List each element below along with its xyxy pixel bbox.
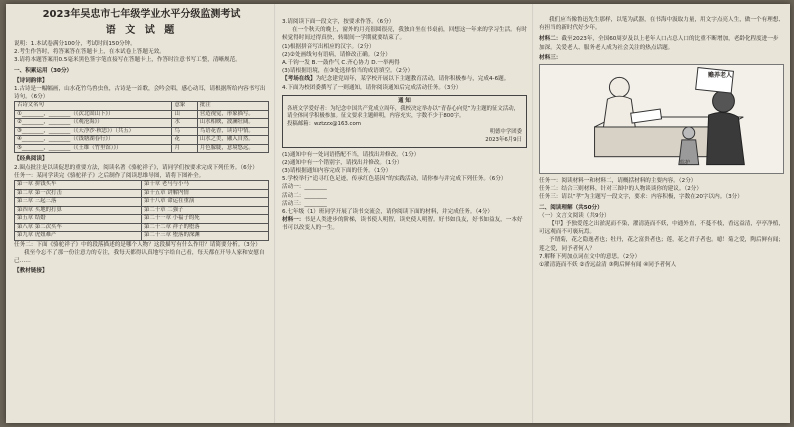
table-cell: 鸟 (172, 127, 197, 136)
material-text: 截至2023年，全国60周岁及以上老年人口占总人口的比重不断增加，老龄化程度进一步加深。关爱老人、服务老人成为社会关注的热点话题。 (539, 36, 779, 51)
task-text: 任务二：下面《骆驼祥子》中的段落描述的是哪个人物？这段描写有什么作用？请简要分析。（3分） (14, 241, 261, 248)
intro-text: 为纪念建党周年，某学校开展以下主题教育活动，请你积极参与，完成4-6题。 (315, 76, 510, 83)
subsection-heading: （一）文言文阅读（共9分） (539, 212, 610, 219)
paper-fold (532, 4, 534, 423)
table-cell: 山水之美，融入自然。 (197, 136, 268, 145)
table-cell: ③________，________（《天净沙·秋思》）（共五） (15, 127, 172, 136)
table-cell: 山水相映，波澜壮阔。 (197, 119, 268, 128)
material-label: 材料二： (539, 36, 562, 43)
table-cell: 第二十一章 小福子的死 (142, 215, 269, 224)
column-right (539, 4, 784, 423)
table-cell: 第八章 第二次买车 (15, 223, 142, 232)
notice-date: 2023年6月9日 (485, 136, 522, 143)
table-cell: 第十章 老马与小马 (142, 181, 269, 190)
table-cell: 第十八章 命运在重演 (142, 198, 269, 207)
table-cell: ④________，________（《钱塘湖春行》） (15, 136, 172, 145)
sub-item: (2)②处画线句有语病，请修改正确。（2分） (282, 51, 391, 58)
question-text: 4.下面为校团委撰写了一则通知，请你阅读通知后完成活动任务。（3分） (282, 84, 462, 91)
notice-body: 各班文学爱好者：为纪念中国共产党成立周年，我校决定举办以“青春心向党”为主题的征文活动，请全体同学积极参加。征文要求主题鲜明，内容充实，字数不少于800字。 (287, 105, 519, 120)
sub-item: (1)根据拼音写出相应的汉字。（2分） (282, 43, 375, 50)
instruction-line: 说明：1.本试卷满分100分，考试时间150分钟。 (14, 41, 136, 47)
table-row (15, 127, 269, 136)
table-header: 意象 (172, 102, 197, 111)
sub-item: (2)通知中有一个错别字，请找出并修改。（1分） (282, 159, 403, 166)
table-cell: 第一章 拼钱买车 (15, 181, 142, 190)
poetry-table (14, 101, 269, 153)
table-cell: 第十五章 讲解内情 (142, 189, 269, 198)
table-cell: ②________，________（《观沧海》） (15, 119, 172, 128)
table-row (15, 206, 269, 215)
column-middle (282, 4, 527, 423)
notice-heading: 通 知 (398, 97, 411, 104)
notice-contact: 投稿邮箱：wztzzx@163.com (287, 121, 362, 128)
paragraph-text: 我们应当像鲁迅先生那样，以笔为武器，在书海中汲取力量，用文字点亮人生，做一个有理想、有担当的新时代好少年。 (539, 17, 784, 32)
question-text: 6.七年级（1）班同学开展了读书交流会，请你阅读下面的材料，并完成任务。（4分） (282, 209, 494, 216)
table-cell: 第五章 结婚 (15, 215, 142, 224)
table-cell: 鸟语花香，读诗中情。 (197, 127, 268, 136)
table-cell: 第二十三章 堕落的深渊 (142, 232, 269, 241)
subsection-heading: 【考场在线】 (282, 76, 316, 83)
subsection-heading: 【诗词韵律】 (14, 77, 48, 84)
table-cell: ①________，________（《次北固山下》） (15, 110, 172, 119)
instruction-line: 2.考生作答时，将答案答在答题卡上，在本试卷上答题无效。 (14, 49, 165, 56)
table-cell: 第四章 买地的打算 (15, 206, 142, 215)
classical-text: 予谓菊，花之隐逸者也；牡丹，花之富贵者也；莲，花之君子者也。噫！菊之爱，陶后鲜有闻；莲之爱，同予者何人？ (539, 237, 784, 252)
question-text: 3.请阅读下面一段文字，按要求作答。（6分） (282, 19, 395, 25)
table-row (15, 119, 269, 128)
instruction-line: 3.请将本题答案用0.5毫米黑色签字笔直接写在答题卡上，作答时注意书写工整，清晰规范。 (14, 57, 241, 64)
task-text: 任务三：请以“孝”为主题写一段文字，要求：内容积极，字数在20字以内。（3分） (539, 194, 743, 201)
section-heading: 二、阅读理解（共50分） (539, 204, 603, 211)
table-cell: 第二十二章 祥子的堕落 (142, 223, 269, 232)
exam-subject: 语 文 试 题 (105, 25, 178, 36)
table-cell: 第九章 虎妞难产 (15, 232, 142, 241)
sub-item: (1)通知中有一处词语搭配不当，请找出并修改。（1分） (282, 151, 420, 158)
notice-signer: 明德中学团委 (489, 129, 522, 136)
activity-line: 活动二：________ (282, 192, 327, 199)
table-header: 批注 (197, 102, 268, 111)
material-label: 材料一： (282, 217, 305, 224)
passage-text: 在一个秋天的晚上，窗外的月亮很圆很亮，我独自坐在书桌前，回想这一年来的学习生活。有时候觉得时间过得真快，转眼间一学期就要结束了。 (282, 27, 527, 42)
cartoon-drawing (540, 65, 783, 173)
classical-text: 【甲】予独爱莲之出淤泥而不染，濯清涟而不妖，中通外直，不蔓不枝，香远益清，亭亭净植，可远观而不可亵玩焉。 (539, 221, 784, 236)
cartoon-tag-text: 监护 (680, 160, 691, 167)
cartoon-sign-text: 赡养老人 (707, 72, 732, 80)
sub-item: (3)请根据通知内容完成下面的任务。（1分） (282, 168, 392, 175)
table-row (15, 181, 269, 190)
question-text: 7.解释下列加点词在文中的意思。（2分） (539, 253, 641, 260)
material-label: 材料三： (539, 54, 562, 61)
sub-item: A.千钧一发 B.一鼓作气 C.齐心协力 D.一举两得 (282, 60, 400, 67)
mindmap-table (14, 180, 269, 241)
activity-line: 活动三：________ (282, 200, 327, 207)
subsection-heading: 【教材链接】 (14, 268, 48, 275)
table-cell: 月 (172, 144, 197, 153)
task-text: 任务二：结合三则材料，针对三图中的人物谈谈你的建议。（2分） (539, 186, 702, 193)
paper-fold (274, 4, 276, 423)
sub-item: (3)请根据语境，在③处选择恰当的成语填空。（2分） (282, 68, 414, 75)
table-cell: 第二章 第一次打击 (15, 189, 142, 198)
table-row (15, 215, 269, 224)
table-row (15, 136, 269, 145)
table-cell: 水 (172, 119, 197, 128)
table-row (15, 189, 269, 198)
column-left (14, 4, 269, 423)
table-cell: 第三章 三起三落 (15, 198, 142, 207)
cartoon-image (539, 64, 784, 174)
question-text: 5.学校举行“追寻红色足迹，传承红色基因”的实践活动，请你参与并完成下列任务。（6分） (282, 176, 507, 183)
table-cell: ⑤________，________（《王维（竹里馆）》） (15, 144, 172, 153)
table-cell: 山 (172, 110, 197, 119)
table-header: 古诗文名句 (15, 102, 172, 111)
table-row (15, 232, 269, 241)
table-cell: 月色朦胧，意境悠远。 (197, 144, 268, 153)
question-text: 2.圈点批注是以读促思的重要方法，阅读名著《骆驼祥子》，请同学们按要求完成下列任务。（6分） (14, 164, 258, 171)
table-cell: 营造视觉，形象描写。 (197, 110, 268, 119)
quote-text: 我至今忘不了那一份注意力的专注，我每天都得认真地写字给自己看，每天都在开导人家和安慰自己…… (14, 249, 265, 264)
notice-box (282, 95, 527, 148)
section-heading: 一、积累运用（30分） (14, 67, 73, 74)
table-row (15, 110, 269, 119)
question-text: ①濯清涟而不妖 ②香远益清 ③陶后鲜有闻 ④同予者何人 (539, 262, 677, 269)
task-text: 任务一：某同学读完《骆驼祥子》之后制作了阅读思维导图，请将下图补全。 (14, 172, 205, 179)
exam-title: 2023年吴忠市七年级学业水平分级监测考试 (42, 9, 241, 20)
material-text: 书是人类进步的阶梯，读书使人明智，读史使人明智。好书如良友，好书如益友，一本好书可以改变人的一生。 (282, 217, 523, 232)
table-cell: 第二十章 二强子 (142, 206, 269, 215)
task-text: 任务一：阅读材料一和材料二，请概括材料的主要内容。（2分） (539, 178, 697, 185)
table-row (15, 198, 269, 207)
question-text: 1.古诗是一幅幅画，山水花竹鸟兽虫鱼，古诗是一首歌，会吟会唱，感心动耳，请根据所给内容书写出诗句。（6分） (14, 86, 266, 101)
activity-line: 活动一：________ (282, 184, 327, 191)
table-row (15, 223, 269, 232)
subsection-heading: 【经典阅读】 (14, 156, 48, 163)
table-cell: 花 (172, 136, 197, 145)
table-row (15, 144, 269, 153)
exam-paper (6, 4, 790, 423)
